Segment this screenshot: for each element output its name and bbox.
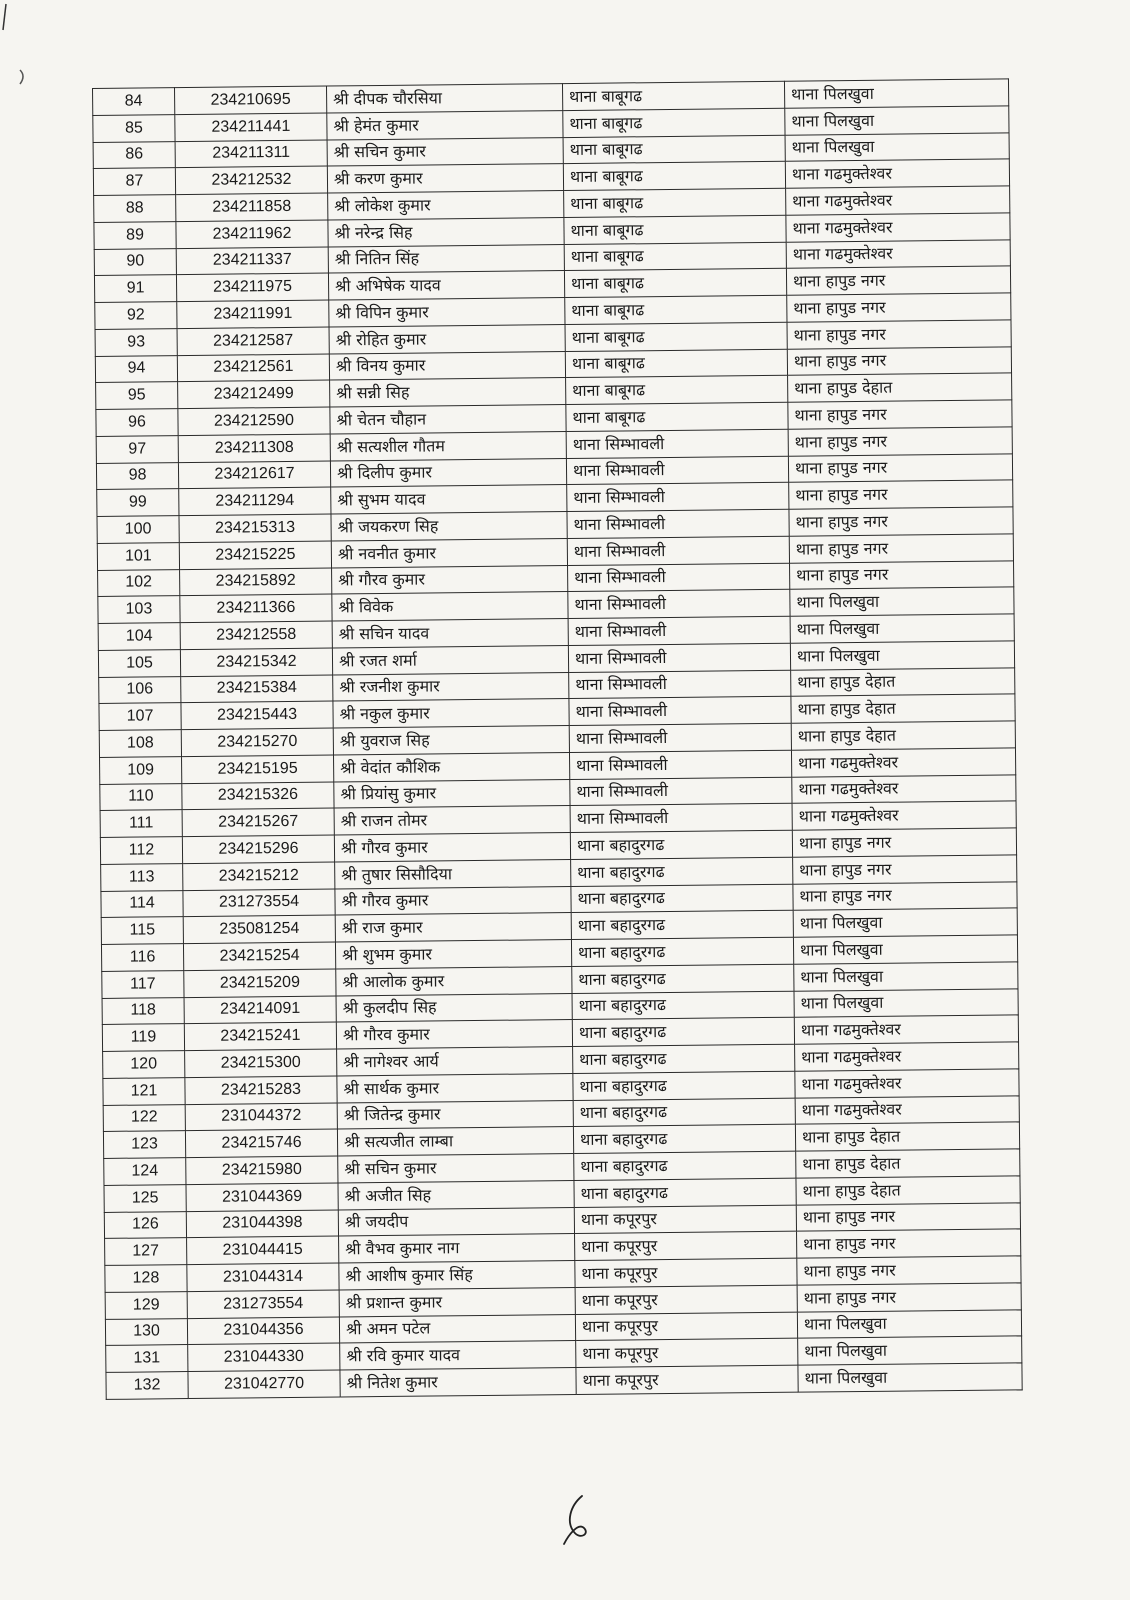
name-cell: श्री रजनीश कुमार xyxy=(333,672,569,701)
new-station-cell: थाना हापुड देहात xyxy=(795,1122,1019,1151)
new-station-cell: थाना पिलखुवा xyxy=(785,132,1009,161)
serial-number-cell: 103 xyxy=(98,596,180,624)
name-cell: श्री अजीत सिह xyxy=(338,1180,574,1209)
employee-id-cell: 231044356 xyxy=(187,1316,339,1344)
current-station-cell: थाना बाबूगढ xyxy=(565,295,787,324)
name-cell: श्री वेदांत कौशिक xyxy=(333,752,569,781)
employee-id-cell: 234211962 xyxy=(176,220,328,248)
current-station-cell: थाना कपूरपुर xyxy=(574,1205,796,1234)
current-station-cell: थाना सिम्भावली xyxy=(567,509,789,538)
serial-number-cell: 90 xyxy=(94,248,176,276)
employee-id-cell: 231042770 xyxy=(188,1370,340,1398)
name-cell: श्री हेमंत कुमार xyxy=(327,110,563,139)
new-station-cell: थाना हापुड देहात xyxy=(791,721,1015,750)
new-station-cell: थाना गढमुक्तेश्वर xyxy=(786,239,1010,268)
serial-number-cell: 99 xyxy=(97,489,179,517)
current-station-cell: थाना बाबूगढ xyxy=(566,375,788,404)
name-cell: श्री विनय कुमार xyxy=(329,351,565,380)
name-cell: श्री गौरव कुमार xyxy=(336,1020,572,1049)
current-station-cell: थाना कपूरपुर xyxy=(575,1312,797,1341)
name-cell: श्री जितेन्द्र कुमार xyxy=(337,1100,573,1129)
serial-number-cell: 109 xyxy=(100,756,182,784)
current-station-cell: थाना बहादुरगढ xyxy=(571,937,793,966)
employee-id-cell: 231044415 xyxy=(187,1236,339,1264)
current-station-cell: थाना कपूरपुर xyxy=(575,1258,797,1287)
name-cell: श्री जयदीप xyxy=(338,1207,574,1236)
name-cell: श्री लोकेश कुमार xyxy=(328,191,564,220)
current-station-cell: थाना सिम्भावली xyxy=(569,750,791,779)
current-station-cell: थाना सिम्भावली xyxy=(567,536,789,565)
serial-number-cell: 104 xyxy=(98,623,180,651)
name-cell: श्री आलोक कुमार xyxy=(336,966,572,995)
employee-id-cell: 234215384 xyxy=(181,675,333,703)
new-station-cell: थाना गढमुक्तेश्वर xyxy=(792,801,1016,830)
name-cell: श्री रोहित कुमार xyxy=(329,324,565,353)
serial-number-cell: 92 xyxy=(95,302,177,330)
new-station-cell: थाना पिलखुवा xyxy=(793,935,1017,964)
name-cell: श्री दीपक चौरसिया xyxy=(326,84,562,113)
serial-number-cell: 84 xyxy=(93,88,175,116)
name-cell: श्री आशीष कुमार सिंह xyxy=(339,1261,575,1290)
current-station-cell: थाना बहादुरगढ xyxy=(573,1098,795,1127)
new-station-cell: थाना पिलखुवा xyxy=(790,641,1014,670)
current-station-cell: थाना बहादुरगढ xyxy=(572,991,794,1020)
employee-id-cell: 234212558 xyxy=(180,621,332,649)
employee-id-cell: 234210695 xyxy=(175,86,327,114)
new-station-cell: थाना हापुड नगर xyxy=(797,1229,1021,1258)
serial-number-cell: 88 xyxy=(94,195,176,223)
current-station-cell: थाना बहादुरगढ xyxy=(573,1071,795,1100)
name-cell: श्री युवराज सिह xyxy=(333,726,569,755)
serial-number-cell: 110 xyxy=(100,783,182,811)
name-cell: श्री गौरव कुमार xyxy=(334,833,570,862)
serial-number-cell: 87 xyxy=(93,168,175,196)
employee-id-cell: 234215267 xyxy=(182,808,334,836)
new-station-cell: थाना हापुड नगर xyxy=(787,293,1011,322)
serial-number-cell: 113 xyxy=(101,863,183,891)
new-station-cell: थाना हापुड देहात xyxy=(791,667,1015,696)
employee-id-cell: 234212499 xyxy=(178,380,330,408)
name-cell: श्री नरेन्द्र सिह xyxy=(328,217,564,246)
serial-number-cell: 106 xyxy=(99,676,181,704)
name-cell: श्री नितिन सिंह xyxy=(328,244,564,273)
name-cell: श्री सुभम यादव xyxy=(331,485,567,514)
serial-number-cell: 112 xyxy=(100,837,182,865)
serial-number-cell: 89 xyxy=(94,221,176,249)
current-station-cell: थाना सिम्भावली xyxy=(568,616,790,645)
new-station-cell: थाना पिलखुवा xyxy=(790,587,1014,616)
employee-id-cell: 234215892 xyxy=(180,568,332,596)
name-cell: श्री सत्यशील गौतम xyxy=(330,431,566,460)
serial-number-cell: 95 xyxy=(96,382,178,410)
serial-number-cell: 85 xyxy=(93,114,175,142)
current-station-cell: थाना बाबूगढ xyxy=(563,161,785,190)
serial-number-cell: 107 xyxy=(99,703,181,731)
employee-id-cell: 235081254 xyxy=(183,915,335,943)
new-station-cell: थाना पिलखुवा xyxy=(798,1336,1022,1365)
name-cell: श्री करण कुमार xyxy=(327,164,563,193)
name-cell: श्री दिलीप कुमार xyxy=(330,458,566,487)
name-cell: श्री कुलदीप सिह xyxy=(336,993,572,1022)
employee-id-cell: 234211308 xyxy=(178,434,330,462)
current-station-cell: थाना बहादुरगढ xyxy=(574,1151,796,1180)
name-cell: श्री नकुल कुमार xyxy=(333,699,569,728)
current-station-cell: थाना कपूरपुर xyxy=(576,1338,798,1367)
corner-pen-mark xyxy=(0,0,40,90)
employee-id-cell: 234211337 xyxy=(176,247,328,275)
name-cell: श्री नागेश्वर आर्य xyxy=(337,1047,573,1076)
current-station-cell: थाना बहादुरगढ xyxy=(571,884,793,913)
employee-id-cell: 231044369 xyxy=(186,1183,338,1211)
current-station-cell: थाना बाबूगढ xyxy=(564,268,786,297)
current-station-cell: थाना बाबूगढ xyxy=(564,242,786,271)
employee-id-cell: 234215270 xyxy=(181,728,333,756)
serial-number-cell: 86 xyxy=(93,141,175,169)
current-station-cell: थाना बाबूगढ xyxy=(564,215,786,244)
name-cell: श्री तुषार सिसौदिया xyxy=(335,859,571,888)
serial-number-cell: 120 xyxy=(103,1051,185,1079)
current-station-cell: थाना सिम्भावली xyxy=(568,643,790,672)
name-cell: श्री सार्थक कुमार xyxy=(337,1073,573,1102)
current-station-cell: थाना बहादुरगढ xyxy=(570,830,792,859)
name-cell: श्री चेतन चौहान xyxy=(330,405,566,434)
new-station-cell: थाना हापुड नगर xyxy=(790,560,1014,589)
serial-number-cell: 125 xyxy=(104,1184,186,1212)
name-cell: श्री विपिन कुमार xyxy=(329,298,565,327)
serial-number-cell: 100 xyxy=(97,516,179,544)
new-station-cell: थाना हापुड नगर xyxy=(789,507,1013,536)
current-station-cell: थाना बहादुरगढ xyxy=(573,1124,795,1153)
transfer-table xyxy=(92,78,1023,1399)
name-cell: श्री विवेक xyxy=(332,592,568,621)
serial-number-cell: 96 xyxy=(96,409,178,437)
transfer-table-body xyxy=(93,79,1023,1399)
serial-number-cell: 126 xyxy=(104,1211,186,1239)
employee-id-cell: 234215195 xyxy=(182,755,334,783)
serial-number-cell: 118 xyxy=(102,997,184,1025)
current-station-cell: थाना बहादुरगढ xyxy=(573,1044,795,1073)
new-station-cell: थाना पिलखुवा xyxy=(794,962,1018,991)
serial-number-cell: 128 xyxy=(105,1265,187,1293)
current-station-cell: थाना बहादुरगढ xyxy=(574,1178,796,1207)
name-cell: श्री नवनीत कुमार xyxy=(331,538,567,567)
current-station-cell: थाना बहादुरगढ xyxy=(571,910,793,939)
serial-number-cell: 114 xyxy=(101,890,183,918)
employee-id-cell: 234212587 xyxy=(177,327,329,355)
new-station-cell: थाना पिलखुवा xyxy=(790,614,1014,643)
new-station-cell: थाना पिलखुवा xyxy=(794,988,1018,1017)
serial-number-cell: 121 xyxy=(103,1077,185,1105)
employee-id-cell: 234215225 xyxy=(179,541,331,569)
serial-number-cell: 123 xyxy=(103,1131,185,1159)
employee-id-cell: 234212561 xyxy=(177,354,329,382)
employee-id-cell: 234215209 xyxy=(184,969,336,997)
current-station-cell: थाना बाबूगढ xyxy=(565,322,787,351)
current-station-cell: थाना सिम्भावली xyxy=(569,696,791,725)
new-station-cell: थाना हापुड नगर xyxy=(793,855,1017,884)
new-station-cell: थाना गढमुक्तेश्वर xyxy=(786,186,1010,215)
employee-id-cell: 231044372 xyxy=(185,1102,337,1130)
name-cell: श्री सचिन कुमार xyxy=(338,1154,574,1183)
new-station-cell: थाना गढमुक्तेश्वर xyxy=(792,774,1016,803)
current-station-cell: थाना बाबूगढ xyxy=(562,81,784,110)
current-station-cell: थाना बाबूगढ xyxy=(566,402,788,431)
employee-id-cell: 234215254 xyxy=(183,942,335,970)
roster-sheet xyxy=(92,78,1022,1399)
new-station-cell: थाना हापुड देहात xyxy=(796,1176,1020,1205)
name-cell: श्री गौरव कुमार xyxy=(335,886,571,915)
current-station-cell: थाना सिम्भावली xyxy=(566,429,788,458)
serial-number-cell: 130 xyxy=(105,1318,187,1346)
new-station-cell: थाना पिलखुवा xyxy=(797,1309,1021,1338)
employee-id-cell: 234215980 xyxy=(186,1156,338,1184)
new-station-cell: थाना गढमुक्तेश्वर xyxy=(795,1095,1019,1124)
current-station-cell: थाना सिम्भावली xyxy=(568,563,790,592)
new-station-cell: थाना हापुड नगर xyxy=(792,828,1016,857)
serial-number-cell: 129 xyxy=(105,1291,187,1319)
employee-id-cell: 234211366 xyxy=(180,594,332,622)
serial-number-cell: 105 xyxy=(98,649,180,677)
name-cell: श्री वैभव कुमार नाग xyxy=(339,1234,575,1263)
serial-number-cell: 132 xyxy=(106,1372,188,1400)
current-station-cell: थाना कपूरपुर xyxy=(575,1285,797,1314)
employee-id-cell: 231273554 xyxy=(187,1290,339,1318)
current-station-cell: थाना बाबूगढ xyxy=(564,188,786,217)
current-station-cell: थाना बाबूगढ xyxy=(563,135,785,164)
name-cell: श्री प्रशान्त कुमार xyxy=(339,1287,575,1316)
employee-id-cell: 234215746 xyxy=(185,1129,337,1157)
name-cell: श्री राज कुमार xyxy=(335,913,571,942)
employee-id-cell: 231044314 xyxy=(187,1263,339,1291)
new-station-cell: थाना हापुड देहात xyxy=(788,373,1012,402)
name-cell: श्री जयकरण सिह xyxy=(331,512,567,541)
current-station-cell: थाना बहादुरगढ xyxy=(572,964,794,993)
current-station-cell: थाना बहादुरगढ xyxy=(571,857,793,886)
employee-id-cell: 234215326 xyxy=(182,782,334,810)
name-cell: श्री गौरव कुमार xyxy=(332,565,568,594)
current-station-cell: थाना कपूरपुर xyxy=(575,1231,797,1260)
employee-id-cell: 234215296 xyxy=(182,835,334,863)
serial-number-cell: 115 xyxy=(101,917,183,945)
serial-number-cell: 102 xyxy=(98,569,180,597)
name-cell: श्री अभिषेक यादव xyxy=(328,271,564,300)
employee-id-cell: 234212590 xyxy=(178,407,330,435)
serial-number-cell: 119 xyxy=(102,1024,184,1052)
new-station-cell: थाना गढमुक्तेश्वर xyxy=(795,1069,1019,1098)
name-cell: श्री प्रियांसु कुमार xyxy=(334,779,570,808)
name-cell: श्री शुभम कुमार xyxy=(335,940,571,969)
new-station-cell: थाना हापुड देहात xyxy=(791,694,1015,723)
name-cell: श्री सचिन यादव xyxy=(332,619,568,648)
current-station-cell: थाना सिम्भावली xyxy=(568,589,790,618)
new-station-cell: थाना गढमुक्तेश्वर xyxy=(785,159,1009,188)
employee-id-cell: 234211991 xyxy=(177,300,329,328)
name-cell: श्री सन्नी सिह xyxy=(330,378,566,407)
name-cell: श्री नितेश कुमार xyxy=(340,1368,576,1397)
employee-id-cell: 234215241 xyxy=(184,1022,336,1050)
current-station-cell: थाना बाबूगढ xyxy=(563,108,785,137)
serial-number-cell: 131 xyxy=(106,1345,188,1373)
new-station-cell: थाना हापुड नगर xyxy=(797,1283,1021,1312)
employee-id-cell: 234215300 xyxy=(185,1049,337,1077)
employee-id-cell: 234215212 xyxy=(183,862,335,890)
serial-number-cell: 98 xyxy=(96,462,178,490)
serial-number-cell: 116 xyxy=(101,944,183,972)
new-station-cell: थाना हापुड नगर xyxy=(796,1202,1020,1231)
name-cell: श्री रजत शर्मा xyxy=(332,645,568,674)
new-station-cell: थाना हापुड नगर xyxy=(788,400,1012,429)
employee-id-cell: 231273554 xyxy=(183,889,335,917)
name-cell: श्री अमन पटेल xyxy=(339,1314,575,1343)
serial-number-cell: 127 xyxy=(105,1238,187,1266)
new-station-cell: थाना हापुड नगर xyxy=(787,346,1011,375)
current-station-cell: थाना सिम्भावली xyxy=(570,803,792,832)
employee-id-cell: 234211858 xyxy=(176,193,328,221)
new-station-cell: थाना हापुड नगर xyxy=(786,266,1010,295)
employee-id-cell: 234211311 xyxy=(175,140,327,168)
serial-number-cell: 108 xyxy=(99,730,181,758)
new-station-cell: थाना गढमुक्तेश्वर xyxy=(791,748,1015,777)
current-station-cell: थाना सिम्भावली xyxy=(569,670,791,699)
new-station-cell: थाना पिलखुवा xyxy=(798,1363,1022,1392)
new-station-cell: थाना पिलखुवा xyxy=(784,79,1008,108)
current-station-cell: थाना सिम्भावली xyxy=(567,482,789,511)
new-station-cell: थाना हापुड नगर xyxy=(789,480,1013,509)
employee-id-cell: 234214091 xyxy=(184,995,336,1023)
serial-number-cell: 111 xyxy=(100,810,182,838)
employee-id-cell: 234212617 xyxy=(178,461,330,489)
employee-id-cell: 234211975 xyxy=(176,273,328,301)
new-station-cell: थाना हापुड नगर xyxy=(793,881,1017,910)
new-station-cell: थाना गढमुक्तेश्वर xyxy=(794,1015,1018,1044)
new-station-cell: थाना हापुड नगर xyxy=(797,1256,1021,1285)
employee-id-cell: 234211441 xyxy=(175,113,327,141)
new-station-cell: थाना हापुड नगर xyxy=(788,453,1012,482)
name-cell: श्री सचिन कुमार xyxy=(327,137,563,166)
new-station-cell: थाना गढमुक्तेश्वर xyxy=(786,213,1010,242)
serial-number-cell: 93 xyxy=(95,328,177,356)
name-cell: श्री राजन तोमर xyxy=(334,806,570,835)
employee-id-cell: 231044398 xyxy=(186,1209,338,1237)
current-station-cell: थाना सिम्भावली xyxy=(566,456,788,485)
new-station-cell: थाना हापुड नगर xyxy=(789,534,1013,563)
employee-id-cell: 234211294 xyxy=(179,487,331,515)
new-station-cell: थाना हापुड नगर xyxy=(788,427,1012,456)
serial-number-cell: 101 xyxy=(97,542,179,570)
new-station-cell: थाना हापुड नगर xyxy=(787,320,1011,349)
serial-number-cell: 122 xyxy=(103,1104,185,1132)
name-cell: श्री सत्यजीत लाम्बा xyxy=(337,1127,573,1156)
employee-id-cell: 234215283 xyxy=(185,1076,337,1104)
current-station-cell: थाना सिम्भावली xyxy=(569,723,791,752)
new-station-cell: थाना पिलखुवा xyxy=(785,106,1009,135)
employee-id-cell: 234215443 xyxy=(181,701,333,729)
employee-id-cell: 231044330 xyxy=(188,1343,340,1371)
new-station-cell: थाना गढमुक्तेश्वर xyxy=(795,1042,1019,1071)
serial-number-cell: 124 xyxy=(104,1158,186,1186)
serial-number-cell: 97 xyxy=(96,435,178,463)
signature-mark xyxy=(560,1492,600,1552)
employee-id-cell: 234215313 xyxy=(179,514,331,542)
new-station-cell: थाना पिलखुवा xyxy=(793,908,1017,937)
current-station-cell: थाना सिम्भावली xyxy=(570,777,792,806)
serial-number-cell: 91 xyxy=(94,275,176,303)
current-station-cell: थाना कपूरपुर xyxy=(576,1365,798,1394)
employee-id-cell: 234215342 xyxy=(180,648,332,676)
new-station-cell: थाना हापुड देहात xyxy=(796,1149,1020,1178)
current-station-cell: थाना बाबूगढ xyxy=(565,349,787,378)
serial-number-cell: 94 xyxy=(95,355,177,383)
name-cell: श्री रवि कुमार यादव xyxy=(340,1341,576,1370)
serial-number-cell: 117 xyxy=(102,970,184,998)
employee-id-cell: 234212532 xyxy=(175,166,327,194)
current-station-cell: थाना बहादुरगढ xyxy=(572,1017,794,1046)
